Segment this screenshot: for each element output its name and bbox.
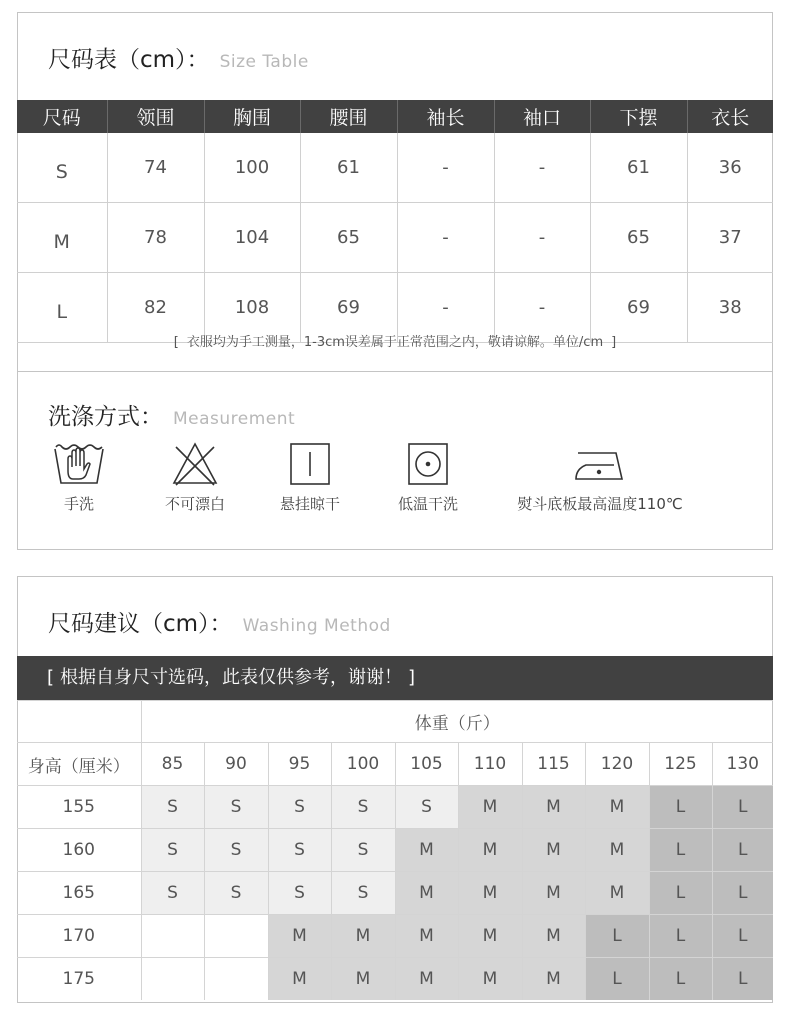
size-table: [17, 100, 773, 343]
size-suggestion-cell: [204, 958, 268, 1001]
size-suggestion-cell: M: [522, 958, 585, 1001]
size-suggestion-cell: M: [268, 958, 331, 1001]
header-cell: 衣长: [687, 100, 773, 133]
recommend-banner: [17, 656, 773, 700]
size-suggestion-cell: L: [649, 786, 712, 829]
table-row: [17, 872, 773, 915]
table-row: [17, 786, 773, 829]
table-cell: 104: [204, 203, 300, 273]
table-cell: 69: [590, 273, 687, 343]
table-cell: 69: [300, 273, 397, 343]
size-suggestion-cell: M: [458, 829, 522, 872]
no-bleach-icon: [171, 441, 219, 487]
size-suggestion-cell: M: [585, 872, 649, 915]
measurement-note: [18, 315, 772, 372]
recommend-title-cn: 尺码建议（cm）：: [48, 611, 233, 637]
size-cell: L: [17, 273, 107, 343]
table-row: [17, 915, 773, 958]
height-cell: 160: [17, 829, 141, 872]
size-suggestion-cell: S: [268, 786, 331, 829]
size-suggestion-cell: L: [712, 872, 773, 915]
size-suggestion-cell: L: [649, 872, 712, 915]
size-suggestion-cell: S: [395, 786, 458, 829]
height-cell: 155: [17, 786, 141, 829]
size-table-title-en: Size Table: [219, 52, 309, 72]
size-cell: M: [17, 203, 107, 273]
table-cell: -: [494, 133, 590, 203]
recommend-title-en: Washing Method: [242, 616, 391, 636]
size-suggestion-cell: M: [458, 786, 522, 829]
size-suggestion-cell: L: [712, 829, 773, 872]
size-suggestion-cell: S: [204, 872, 268, 915]
size-table-title-cn: 尺码表（cm）：: [48, 47, 210, 73]
size-suggestion-cell: S: [204, 786, 268, 829]
wash-label: 熨斗底板最高温度110℃: [517, 495, 683, 513]
corner-cell: [17, 701, 141, 743]
size-suggestion-cell: S: [268, 829, 331, 872]
size-suggestion-cell: M: [522, 872, 585, 915]
wash-label: 低温干洗: [397, 495, 458, 513]
size-suggestion-cell: L: [585, 915, 649, 958]
table-cell: 37: [687, 203, 773, 273]
size-suggestion-cell: L: [712, 915, 773, 958]
note-bracket-open: [: [173, 335, 179, 350]
size-cell: S: [17, 133, 107, 203]
header-cell: 袖长: [397, 100, 494, 133]
weight-header-row: [17, 701, 773, 743]
low-temp-dry-icon: [406, 441, 450, 487]
table-cell: 38: [687, 273, 773, 343]
size-suggestion-cell: L: [649, 958, 712, 1001]
height-cell: 170: [17, 915, 141, 958]
wash-item-low-temp: [388, 441, 468, 514]
hand-wash-icon: [51, 441, 107, 487]
table-cell: 61: [590, 133, 687, 203]
size-suggestion-cell: M: [458, 915, 522, 958]
table-row: [17, 133, 773, 203]
size-suggestion-cell: S: [331, 872, 395, 915]
size-suggestion-cell: S: [141, 872, 204, 915]
size-suggestion-cell: S: [204, 829, 268, 872]
weight-cell: 95: [268, 743, 331, 786]
table-cell: 82: [107, 273, 204, 343]
size-suggestion-cell: [204, 915, 268, 958]
header-cell: 胸围: [204, 100, 300, 133]
wash-label: 手洗: [63, 495, 94, 513]
wash-label: 不可漂白: [164, 495, 225, 513]
size-suggestion-cell: M: [522, 786, 585, 829]
size-suggestion-cell: M: [395, 958, 458, 1001]
wash-title-en: Measurement: [173, 409, 296, 429]
note-text: 衣服均为手工测量，1-3cm误差属于正常范围之内，敬请谅解。单位/cm: [186, 335, 604, 350]
table-cell: -: [397, 203, 494, 273]
table-cell: 74: [107, 133, 204, 203]
size-suggestion-cell: M: [458, 872, 522, 915]
size-suggestion-cell: M: [522, 915, 585, 958]
wash-label: 悬挂晾干: [279, 495, 340, 513]
weight-cell: 85: [141, 743, 204, 786]
weight-values-row: [17, 743, 773, 786]
size-suggestion-cell: L: [585, 958, 649, 1001]
table-row: [17, 203, 773, 273]
table-row: [17, 829, 773, 872]
size-suggestion-cell: S: [331, 786, 395, 829]
size-suggestion-cell: M: [395, 872, 458, 915]
size-suggestion-cell: M: [268, 915, 331, 958]
weight-cell: 130: [712, 743, 773, 786]
banner-bracket-open: [: [47, 667, 55, 688]
weight-cell: 100: [331, 743, 395, 786]
wash-item-iron: [500, 441, 700, 514]
weight-header: 体重（斤）: [141, 701, 773, 743]
size-suggestion-cell: M: [331, 915, 395, 958]
size-suggestion-cell: M: [522, 829, 585, 872]
header-cell: 尺码: [17, 100, 107, 133]
size-suggestion-cell: M: [585, 829, 649, 872]
size-suggestion-cell: M: [395, 829, 458, 872]
size-suggestion-cell: M: [585, 786, 649, 829]
wash-title: [48, 398, 295, 431]
table-row: [17, 958, 773, 1001]
weight-cell: 115: [522, 743, 585, 786]
header-cell: 腰围: [300, 100, 397, 133]
iron-icon: [572, 441, 628, 487]
size-suggestion-cell: S: [141, 829, 204, 872]
weight-cell: 125: [649, 743, 712, 786]
table-cell: -: [494, 203, 590, 273]
table-cell: -: [494, 273, 590, 343]
table-cell: 65: [300, 203, 397, 273]
size-suggestion-cell: [141, 915, 204, 958]
table-cell: -: [397, 273, 494, 343]
wash-item-no-bleach: [155, 441, 235, 514]
recommend-title: [48, 605, 391, 638]
height-cell: 175: [17, 958, 141, 1001]
table-cell: 65: [590, 203, 687, 273]
note-bracket-close: ]: [611, 335, 617, 350]
height-cell: 165: [17, 872, 141, 915]
size-table-title: [48, 41, 309, 74]
table-cell: 36: [687, 133, 773, 203]
header-cell: 下摆: [590, 100, 687, 133]
size-suggestion-cell: M: [331, 958, 395, 1001]
size-recommend-panel: [17, 576, 773, 1003]
weight-cell: 120: [585, 743, 649, 786]
size-suggestion-cell: M: [458, 958, 522, 1001]
wash-item-hand: [40, 441, 118, 514]
size-suggestion-cell: L: [712, 786, 773, 829]
table-cell: 108: [204, 273, 300, 343]
wash-title-cn: 洗涤方式：: [48, 404, 163, 430]
weight-cell: 110: [458, 743, 522, 786]
table-cell: 100: [204, 133, 300, 203]
size-suggestion-cell: S: [331, 829, 395, 872]
size-suggestion-cell: L: [649, 829, 712, 872]
size-suggestion-cell: M: [395, 915, 458, 958]
banner-text: 根据自身尺寸选码，此表仅供参考，谢谢！: [60, 667, 403, 688]
wash-item-hang-dry: [270, 441, 350, 514]
size-suggestion-cell: L: [649, 915, 712, 958]
size-suggestion-cell: S: [141, 786, 204, 829]
size-suggestion-cell: L: [712, 958, 773, 1001]
hang-dry-icon: [288, 441, 332, 487]
header-cell: 袖口: [494, 100, 590, 133]
size-suggestion-cell: S: [268, 872, 331, 915]
size-table-header-row: [17, 100, 773, 133]
weight-cell: 105: [395, 743, 458, 786]
table-cell: -: [397, 133, 494, 203]
size-table-panel: [17, 12, 773, 550]
weight-cell: 90: [204, 743, 268, 786]
banner-bracket-close: ]: [408, 667, 416, 688]
table-cell: 78: [107, 203, 204, 273]
header-cell: 领围: [107, 100, 204, 133]
size-suggestion-cell: [141, 958, 204, 1001]
size-recommend-table: [17, 700, 773, 1000]
table-cell: 61: [300, 133, 397, 203]
height-header: 身高（厘米）: [17, 743, 141, 786]
